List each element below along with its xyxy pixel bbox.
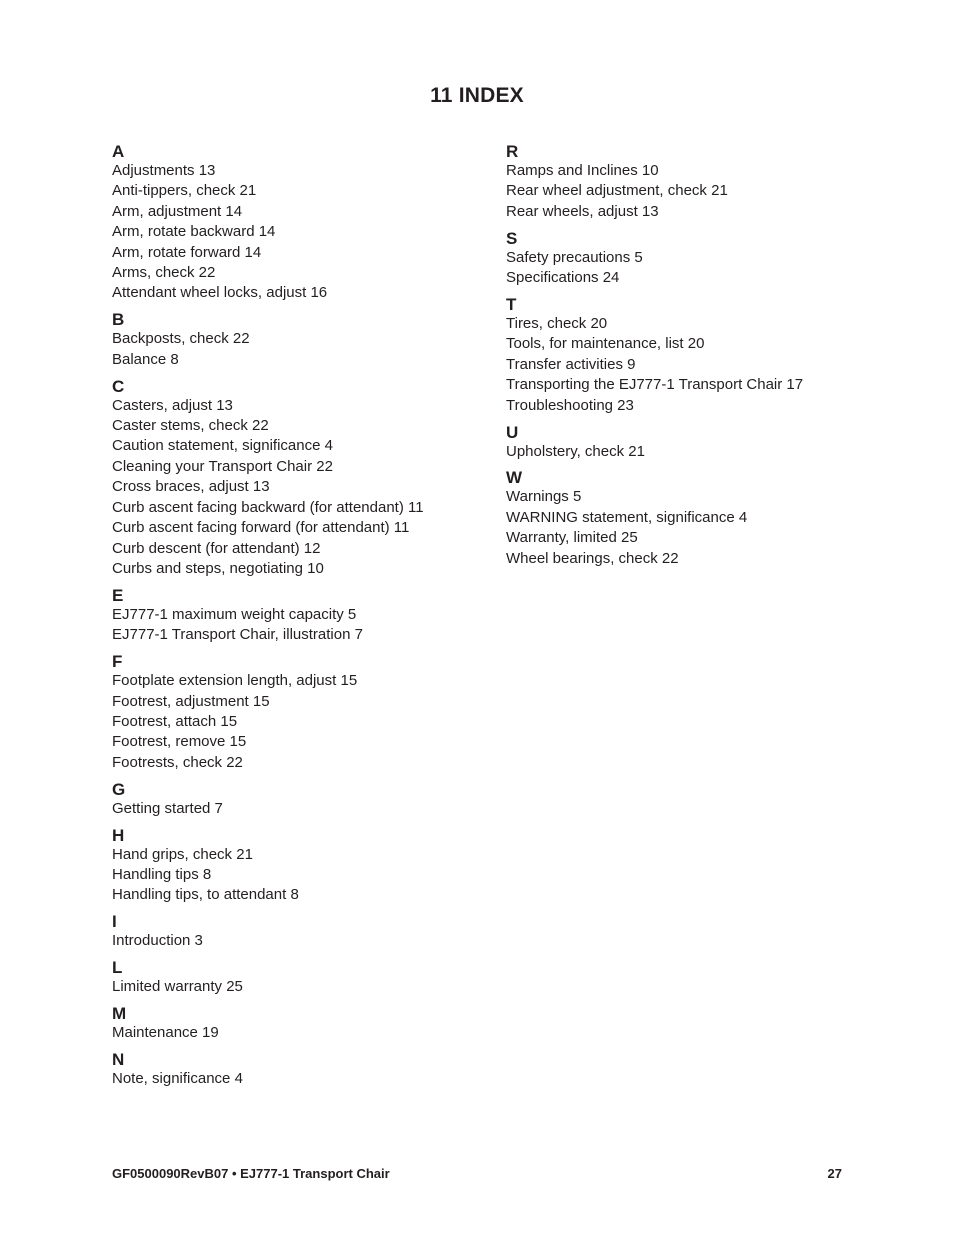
index-entry: Specifications 24 [506, 269, 620, 287]
index-entry: Transfer activities 9 [506, 355, 636, 373]
index-entry: Footplate extension length, adjust 15 [112, 672, 358, 690]
index-letter-heading: E [112, 585, 124, 605]
index-letter-heading: R [506, 142, 519, 161]
index-letter-heading: U [506, 422, 519, 442]
index-section-s [506, 228, 886, 289]
index-entry: Arm, rotate backward 14 [112, 223, 276, 241]
index-section-n [112, 1049, 492, 1089]
index-section-a [112, 141, 492, 304]
page-title: 11 INDEX [430, 84, 524, 107]
index-entry: Cleaning your Transport Chair 22 [112, 457, 333, 475]
index-entry: WARNING statement, significance 4 [506, 508, 748, 526]
index-letter-heading: W [506, 468, 523, 488]
index-entry: Caster stems, check 22 [112, 417, 269, 435]
index-entry: Footrest, adjustment 15 [112, 692, 270, 710]
index-entry: Footrests, check 22 [112, 753, 243, 771]
footer-page-number: 27 [827, 1166, 842, 1181]
index-entry: Rear wheels, adjust 13 [506, 202, 659, 220]
index-entry: Curb ascent facing backward (for attendant) 11 [112, 498, 424, 516]
footer-doc-id: GF0500090RevB07 • EJ777-1 Transport Chair [112, 1166, 390, 1181]
index-letter-heading: F [112, 652, 123, 672]
index-column-left [112, 141, 492, 1095]
index-section-i [112, 911, 492, 951]
index-entry: Introduction 3 [112, 932, 203, 950]
index-entry: Warnings 5 [506, 488, 582, 506]
index-section-g [112, 779, 492, 819]
index-entry: EJ777-1 maximum weight capacity 5 [112, 605, 357, 623]
index-section-r [506, 141, 886, 222]
index-letter-heading: T [506, 295, 517, 315]
index-entry: Transporting the EJ777-1 Transport Chair 17 [506, 376, 804, 394]
index-entry: Anti-tippers, check 21 [112, 182, 257, 200]
index-entry: Curb ascent facing forward (for attendant) 11 [112, 519, 410, 537]
index-letter-heading: S [506, 228, 518, 248]
index-letter-heading: G [112, 779, 126, 799]
index-entry: Getting started 7 [112, 799, 223, 817]
index-section-u [506, 422, 886, 462]
index-entry: Footrest, remove 15 [112, 733, 247, 751]
index-letter-heading: A [112, 142, 125, 161]
index-section-c [112, 376, 492, 580]
index-entry: Ramps and Inclines 10 [506, 162, 659, 179]
index-letter-heading: B [112, 310, 125, 330]
index-entry: Handling tips, to attendant 8 [112, 886, 299, 904]
index-entry: Arms, check 22 [112, 264, 216, 282]
index-entry: Safety precautions 5 [506, 248, 643, 266]
index-entry: Limited warranty 25 [112, 978, 243, 996]
index-entry: Backposts, check 22 [112, 330, 250, 348]
index-entry: Arm, rotate forward 14 [112, 243, 262, 261]
index-entry: Wheel bearings, check 22 [506, 549, 679, 567]
index-letter-heading: N [112, 1050, 125, 1069]
index-letter-heading: L [112, 958, 123, 978]
index-entry: Attendant wheel locks, adjust 16 [112, 284, 328, 302]
index-entry: Handling tips 8 [112, 865, 212, 883]
index-section-e [112, 585, 492, 646]
index-letter-heading: I [112, 912, 117, 932]
index-entry: Hand grips, check 21 [112, 845, 253, 863]
index-section-h [112, 825, 492, 906]
index-section-w [506, 467, 886, 569]
index-letter-heading: C [112, 376, 125, 396]
index-entry: Balance 8 [112, 350, 179, 368]
index-entry: Warranty, limited 25 [506, 529, 638, 547]
index-entry: Cross braces, adjust 13 [112, 478, 270, 496]
index-section-m [112, 1003, 492, 1043]
index-entry: Casters, adjust 13 [112, 396, 233, 414]
index-entry: Upholstery, check 21 [506, 442, 645, 460]
index-entry: Caution statement, significance 4 [112, 437, 333, 455]
index-entry: Arm, adjustment 14 [112, 202, 243, 220]
index-entry: Troubleshooting 23 [506, 396, 634, 414]
index-entry: Maintenance 19 [112, 1024, 219, 1042]
index-entry: Note, significance 4 [112, 1070, 243, 1087]
index-section-f [112, 651, 492, 773]
index-section-b [112, 309, 492, 370]
index-entry: EJ777-1 Transport Chair, illustration 7 [112, 626, 363, 644]
index-entry: Tires, check 20 [506, 315, 608, 333]
index-entry: Adjustments 13 [112, 162, 216, 179]
index-entry: Curbs and steps, negotiating 10 [112, 559, 324, 577]
index-column-right [506, 141, 886, 575]
index-letter-heading: M [112, 1004, 127, 1024]
index-section-l [112, 957, 492, 997]
index-entry: Tools, for maintenance, list 20 [506, 335, 705, 353]
index-section-t [506, 294, 886, 416]
index-entry: Rear wheel adjustment, check 21 [506, 182, 728, 200]
index-entry: Footrest, attach 15 [112, 712, 238, 730]
index-entry: Curb descent (for attendant) 12 [112, 539, 321, 557]
index-letter-heading: H [112, 825, 125, 845]
